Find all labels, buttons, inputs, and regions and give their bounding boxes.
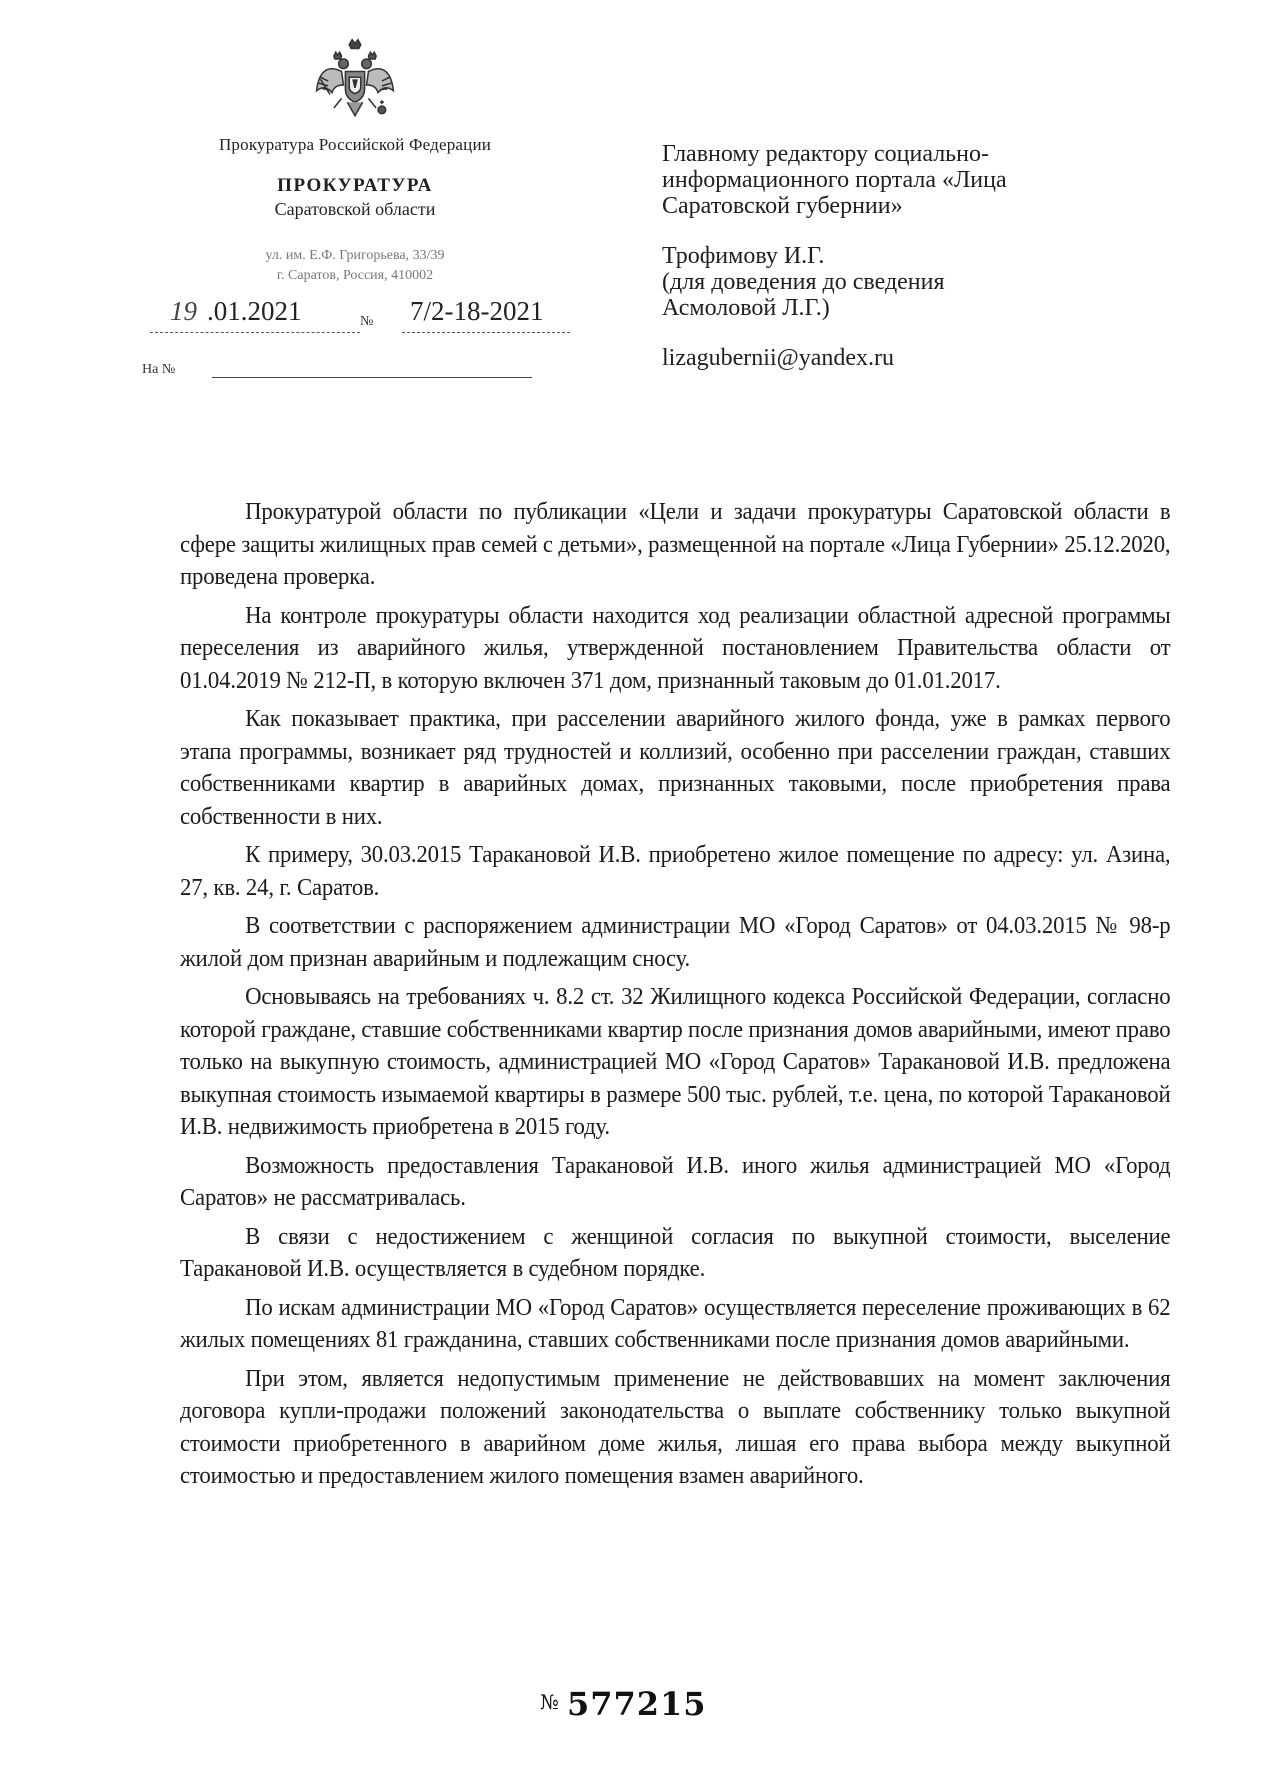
recipient-line: Главному редактору социально- <box>662 141 989 167</box>
body-paragraph: По искам администрации МО «Город Саратов» осуществляется переселение проживающих в 62 жилых помещениях 81 гражданина, ставших собственниками после признания домов аварийными. <box>180 1293 1171 1353</box>
date-underline <box>150 332 360 333</box>
body-paragraph: Основываясь на требованиях ч. 8.2 ст. 32 Жилищного кодекса Российской Федерации, согласно которой граждане, ставшие собственниками квартир после признания домов аварийными, имеют право только на выкупную стоимость, администрацией МО «Город Саратов» Таракановой И.В. предложена выкупная стоимость изымаемой квартиры в размере 500 тыс. рублей, т.е. цена, по которой Таракановой И.В. недвижимость приобретена в 2015 году. <box>180 983 1171 1140</box>
outgoing-number: 7/2-18-2021 <box>410 296 544 326</box>
body-paragraph: Возможность предоставления Таракановой И.В. иного жилья администрацией МО «Город Саратов» не рассматривалась. <box>180 1151 1171 1211</box>
address-line-city: г. Саратов, Россия, 410002 <box>276 268 434 283</box>
serial-number-value: 577215 <box>566 1685 707 1723</box>
date-month-year: .01.2021 <box>207 296 302 326</box>
organization-title: ПРОКУРАТУРА <box>277 175 433 196</box>
letterhead <box>142 35 560 384</box>
document-date <box>170 296 302 327</box>
recipient-name-line: Трофимову И.Г. <box>662 243 825 269</box>
body-paragraph: Как показывает практика, при расселении аварийного жилого фонда, уже в рамках первого этапа программы, возникает ряд трудностей и коллизий, особенно при расселении граждан, ставших собственниками квартир в аварийных домах, признанных таковыми, после приобретения права собственности в них. <box>180 705 1171 830</box>
body-paragraph: На контроле прокуратуры области находится ход реализации областной адресной программы переселения из аварийного жилья, утвержденной постановлением Правительства области от 01.04.2019 № 212-П, в которую включен 371 дом, признанный таковым до 01.01.2017. <box>180 601 1171 694</box>
body-paragraph: При этом, является недопустимым применение не действовавших на момент заключения договора купли-продажи положений законодательства о выплате собственнику только выкупной стоимости приобретенного в аварийном доме жилья, лишая его права выбора между выкупной стоимостью и предоставлением жилого помещения взамен аварийного. <box>180 1364 1171 1489</box>
organization-name: Прокуратура Российской Федерации <box>218 135 492 154</box>
recipient-name-line: Асмоловой Л.Г.) <box>662 295 830 321</box>
addressee-block <box>662 141 1182 395</box>
organization-region: Саратовской области <box>274 199 436 219</box>
body-paragraph: Прокуратурой области по публикации «Цели и задачи прокуратуры Саратовской области в сфере защиты жилищных прав семей с детьми», размещенной на портале «Лица Губернии» 25.12.2020, проведена проверка. <box>180 498 1171 590</box>
address-line-street: ул. им. Е.Ф. Григорьева, 33/39 <box>265 248 445 263</box>
recipient-line: Саратовской губернии» <box>662 193 903 219</box>
reference-line <box>142 362 560 384</box>
recipient-line: информационного портала «Лица <box>662 167 1007 193</box>
body-paragraph: В соответствии с распоряжением администрации МО «Город Саратов» от 04.03.2015 № 98-р жилой дом признан аварийным и подлежащим сносу. <box>180 912 1171 972</box>
recipient-email: lizagubernii@yandex.ru <box>662 345 895 371</box>
serial-number-sign: № <box>540 1690 559 1714</box>
body-paragraph: К примеру, 30.03.2015 Таракановой И.В. приобретено жилое помещение по адресу: ул. Азина, 27, кв. 24, г. Саратов. <box>180 841 1171 901</box>
body-paragraph: В связи с недостижением с женщиной согласия по выкупной стоимости, выселение Таракановой И.В. осуществляется в судебном порядке. <box>180 1222 1171 1282</box>
organization-address <box>150 246 560 286</box>
reference-label: На № <box>142 362 176 377</box>
recipient-name <box>662 243 1182 321</box>
letter-body <box>180 496 1170 1499</box>
registration-line <box>150 294 560 334</box>
reference-underline <box>212 377 532 378</box>
number-underline <box>402 332 570 333</box>
recipient-name-line: (для доведения до сведения <box>662 269 945 295</box>
form-serial-number <box>540 1685 707 1723</box>
double-headed-eagle-emblem-icon <box>307 35 403 131</box>
recipient-title <box>662 141 1182 219</box>
date-day-handwritten: 19 <box>170 296 197 326</box>
number-sign: № <box>360 314 374 329</box>
